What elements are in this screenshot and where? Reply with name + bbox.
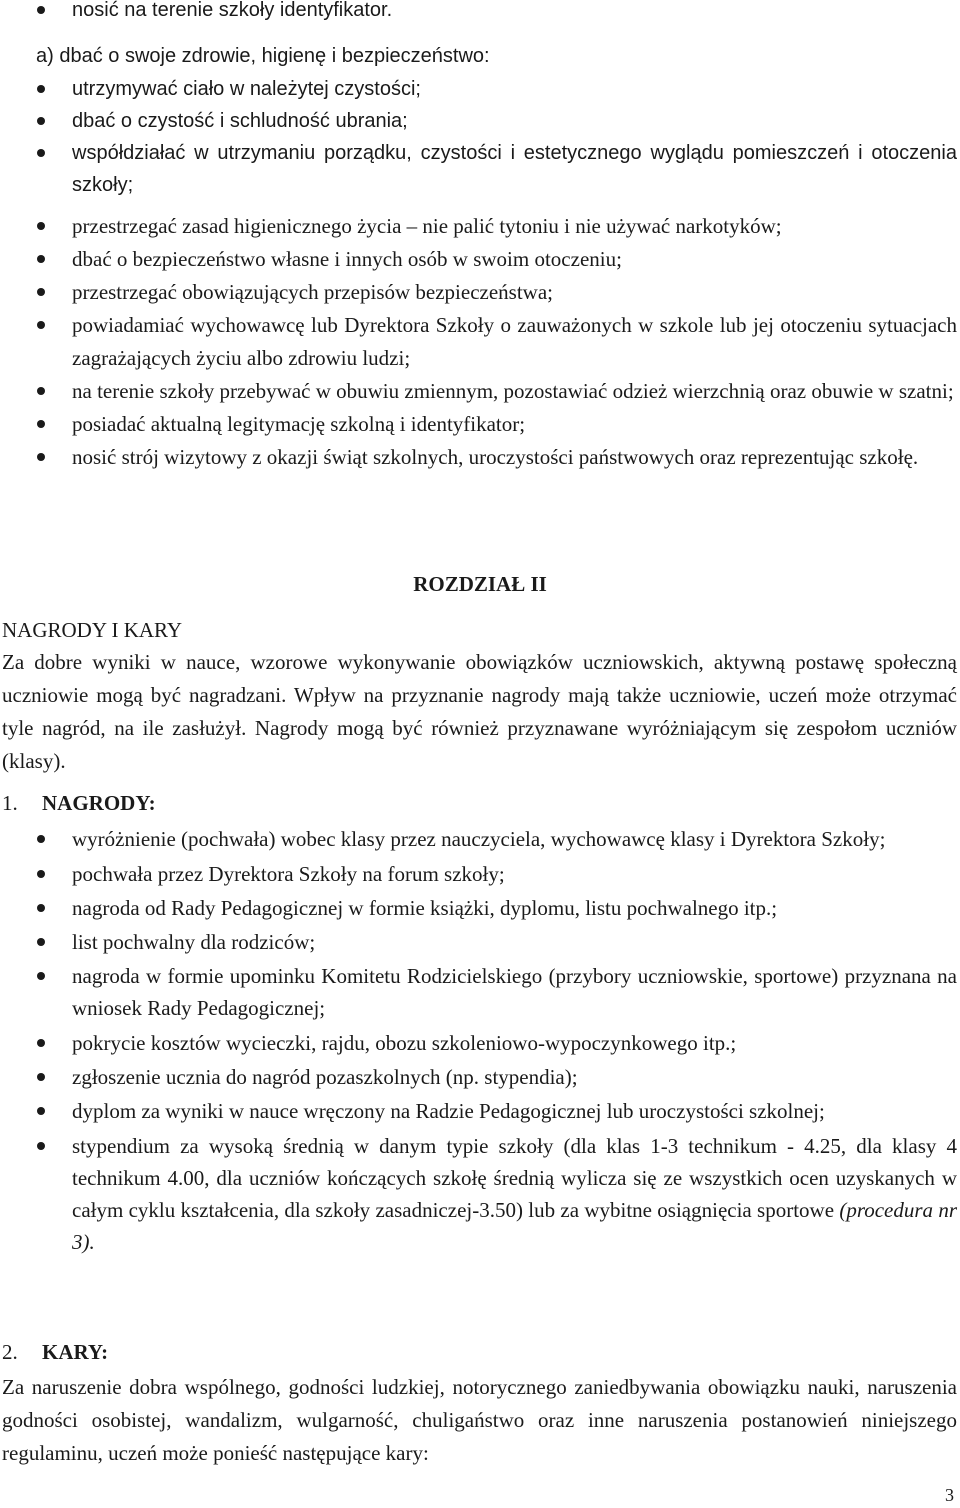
list-item: przestrzegać obowiązujących przepisów bezpieczeństwa;: [0, 276, 960, 309]
chapter-subtitle: NAGRODY I KARY: [2, 618, 183, 642]
bullet-icon: [37, 938, 45, 946]
bullet-icon: [37, 453, 45, 461]
bullet-icon: [37, 1039, 45, 1047]
list-item: powiadamiać wychowawcę lub Dyrektora Szkoły o zauważonych w szkole lub jej otoczeniu sytuacjach zagrażających życiu albo zdrowiu ludzi;: [0, 309, 960, 375]
procedure-reference: (procedura nr 3).: [72, 1198, 957, 1254]
bullet-icon: [37, 1107, 45, 1115]
nagrody-list: [0, 823, 960, 1258]
bullet-icon: [37, 85, 45, 93]
top-list: [0, 0, 960, 26]
list-item: zgłoszenie ucznia do nagród pozaszkolnych (np. stypendia);: [0, 1061, 960, 1094]
list-item: dyplom za wyniki w nauce wręczony na Radzie Pedagogicznej lub uroczystości szkolnej;: [0, 1095, 960, 1127]
kary-heading: 2. KARY:: [2, 1340, 109, 1364]
bullet-icon: [37, 288, 45, 296]
list-item: nagroda od Rady Pedagogicznej w formie książki, dyplomu, listu pochwalnego itp.;: [0, 892, 960, 925]
bullet-icon: [37, 387, 45, 395]
bullet-icon: [37, 835, 45, 843]
list-item: dbać o czystość i schludność ubrania;: [0, 105, 960, 137]
bullet-icon: [37, 972, 45, 980]
list-item: utrzymywać ciało w należytej czystości;: [0, 73, 960, 105]
list-item: dbać o bezpieczeństwo własne i innych osób w swoim otoczeniu;: [0, 243, 960, 276]
list-item: wyróżnienie (pochwała) wobec klasy przez nauczyciela, wychowawcę klasy i Dyrektora Szkoły;: [0, 823, 960, 855]
list-item: posiadać aktualną legitymację szkolną i identyfikator;: [0, 408, 960, 441]
list-item: nosić strój wizytowy z okazji świąt szkolnych, uroczystości państwowych oraz reprezentując szkołę.: [0, 441, 960, 474]
list-item: przestrzegać zasad higienicznego życia – nie palić tytoniu i nie używać narkotyków;: [0, 210, 960, 243]
chapter-title: ROZDZIAŁ II: [413, 572, 547, 596]
section-a: [0, 40, 960, 201]
page-number: 3: [945, 1485, 954, 1505]
section-a-list: [0, 73, 960, 201]
section-a-heading: a) dbać o swoje zdrowie, higienę i bezpieczeństwo:: [36, 45, 490, 67]
bullet-icon: [37, 6, 45, 14]
list-item: nosić na terenie szkoły identyfikator.: [0, 0, 960, 26]
kary-text: Za naruszenie dobra wspólnego, godności ludzkiej, notorycznego zaniedbywania obowiązku nauki, naruszenia godności osobistej, wandalizm, wulgarność, chuligaństwo oraz inne naruszenia postanowień niniejszego regulaminu, uczeń może ponieść następujące kary:: [2, 1375, 957, 1465]
bullet-icon: [37, 321, 45, 329]
list-item: stypendium za wysoką średnią w danym typie szkoły (dla klas 1-3 technikum - 4.25, dla klasy 4 technikum 4.00, dla uczniów kończących szkołę średnią wylicza się ze wszystkich ocen uzyskanych w całym cyklu kształcenia, dla szkoły zasadniczej-3.50) lub za wybitne osiągnięcia sportowe (procedura nr 3).: [0, 1130, 960, 1258]
bullet-icon: [37, 420, 45, 428]
bullet-icon: [37, 255, 45, 263]
bullet-icon: [37, 1142, 45, 1150]
list-item: pochwała przez Dyrektora Szkoły na forum szkoły;: [0, 858, 960, 891]
list-item: na terenie szkoły przebywać w obuwiu zmiennym, pozostawiać odzież wierzchnią oraz obuwie w szatni;: [0, 375, 960, 408]
bullet-icon: [37, 222, 45, 230]
bullet-icon: [37, 870, 45, 878]
nagrody-heading: 1. NAGRODY:: [2, 791, 156, 815]
list-item: list pochwalny dla rodziców;: [0, 926, 960, 959]
section-a-list-2: [0, 210, 960, 474]
bullet-icon: [37, 149, 45, 157]
bullet-icon: [37, 1073, 45, 1081]
list-item: nagroda w formie upominku Komitetu Rodzicielskiego (przybory uczniowskie, sportowe) przyznana na wniosek Rady Pedagogicznej;: [0, 960, 960, 1024]
chapter-intro: Za dobre wyniki w nauce, wzorowe wykonywanie obowiązków uczniowskich, aktywną postawę społeczną uczniowie mogą być nagradzani. Wpływ na przyznanie nagrody mają także uczniowie, uczeń może otrzymać tyle nagród, na ile zasłużył. Nagrody mogą być również przyznawane wyróżniającym się zespołom uczniów (klasy).: [2, 650, 957, 773]
bullet-icon: [37, 117, 45, 125]
list-item: współdziałać w utrzymaniu porządku, czystości i estetycznego wyglądu pomieszczeń i otoczenia szkoły;: [0, 137, 960, 201]
bullet-icon: [37, 904, 45, 912]
list-item: pokrycie kosztów wycieczki, rajdu, obozu szkoleniowo-wypoczynkowego itp.;: [0, 1027, 960, 1060]
